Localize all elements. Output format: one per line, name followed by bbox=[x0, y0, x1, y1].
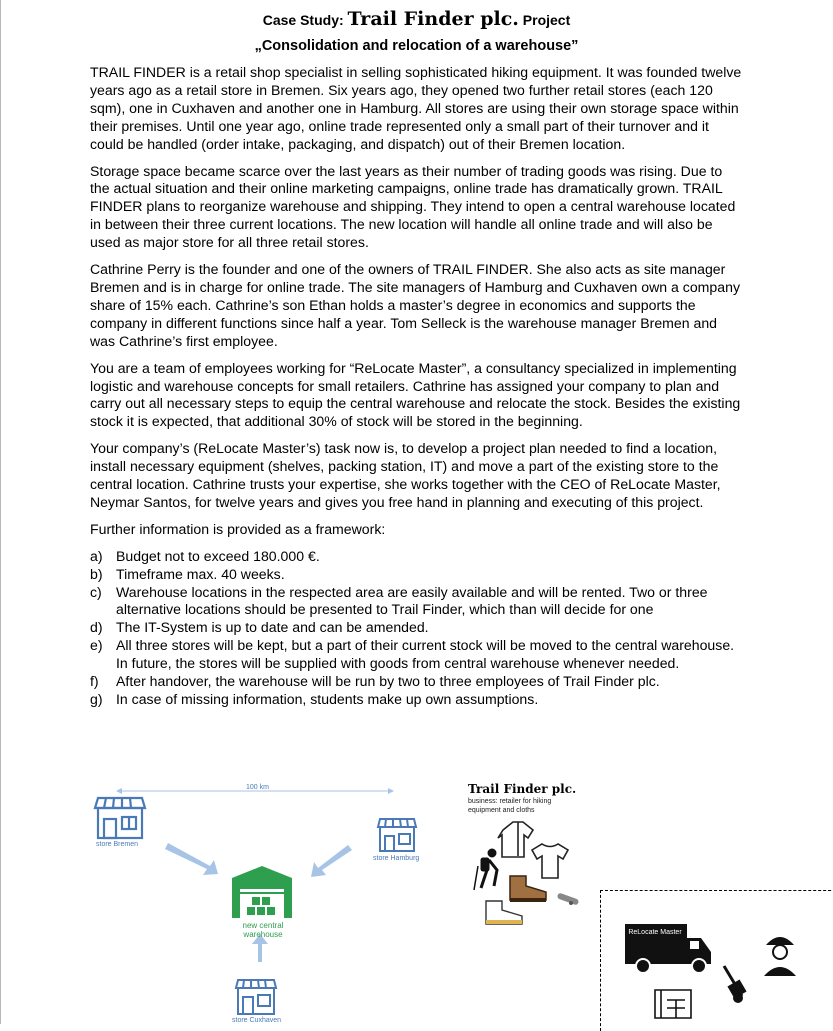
paragraph-storage: Storage space became scarce over the last years as their number of trading goods was rising. Due to the actual situation and their online marketing campaigns, online trade has dramatically grown. TRAIL FINDER plans to reorganize warehouse and shipping. They intend to open a central warehouse located in between their three current locations. The new location will handle all online trade and will also be used as major store for all three retail stores. bbox=[90, 162, 736, 251]
list-marker: a) bbox=[90, 547, 103, 564]
paragraph-team: You are a team of employees working for “ReLocate Master”, a consultancy specialized in implementing logistic and warehouse concepts for small retailers. Cathrine has assigned your company to plan and carry out all necessary steps to equip the central warehouse and relocate the stock. Besides the existing stock it is expected, that additional 30% of stock will be stored in the beginning. bbox=[90, 359, 741, 430]
list-text: The IT-System is up to date and can be amended. bbox=[116, 619, 429, 636]
list-text: Budget not to exceed 180.000 €. bbox=[116, 547, 320, 564]
list-text: In case of missing information, students make up own assumptions. bbox=[116, 691, 539, 707]
paragraph-framework: Further information is provided as a framework: bbox=[90, 520, 386, 537]
store-bremen-label: store Bremen bbox=[96, 841, 139, 848]
list-text: Timeframe max. 40 weeks. bbox=[116, 565, 285, 582]
paragraph-owners: Cathrine Perry is the founder and one of the owners of TRAIL FINDER. She also acts as site manager Bremen and is in charge for online trade. The site managers of Hamburg and Cuxhaven own a company share of 15% each. Cathrine’s son Ethan holds a master’s degree in economics and supports the company in different functions since half a year. Tom Selleck is the warehouse manager Bremen and was Cathrine’s first employee. bbox=[90, 261, 740, 349]
relocate-master-frame bbox=[600, 890, 833, 1031]
list-marker: c) bbox=[90, 583, 102, 600]
store-hamburg-label: store Hamburg bbox=[373, 855, 420, 862]
list-text: After handover, the warehouse will be run by two to three employees of Trail Finder plc. bbox=[116, 673, 660, 690]
list-item bbox=[90, 566, 745, 584]
warehouse-icon bbox=[232, 866, 292, 918]
tshirt-icon bbox=[532, 844, 568, 878]
store-cuxhaven-label: store Cuxhaven bbox=[232, 1017, 282, 1024]
paragraph-task: Your company’s (ReLocate Master’s) task now is, to develop a project plan needed to find a location, install necessary equipment (shelves, packing station, IT) and move a part of the existing store to the central location. Cathrine trusts your expertise, she works together with the CEO of ReLocate Master, Neymar Santos, for twelve years and gives you free hand in planning and executing of this project. bbox=[90, 440, 721, 510]
shirt-icon bbox=[498, 822, 533, 857]
paragraph-intro: TRAIL FINDER is a retail shop specialist in selling sophisticated hiking equipment. It was founded twelve years ago as a retail store in Bremen. Six years ago, they opened two further retail stores (each 120 sqm), one in Cuxhaven and another one in Hamburg. All stores are using their own storage space within their premises. Until one year ago, online trade represented only a small part of their turnover and it could be handled (order intake, packaging, and dispatch) out of their Bremen location. bbox=[90, 64, 742, 152]
relocate-master-label: ReLocate Master bbox=[628, 929, 682, 936]
title-suffix: Project bbox=[522, 12, 571, 28]
list-marker: e) bbox=[90, 637, 103, 654]
list-marker: d) bbox=[90, 619, 103, 636]
list-marker: f) bbox=[90, 673, 99, 690]
trail-finder-logo-title: Trail Finder plc. bbox=[468, 782, 577, 796]
title-brand: Trail Finder plc. bbox=[347, 8, 519, 30]
list-item bbox=[90, 673, 745, 691]
list-item bbox=[90, 691, 745, 709]
list-marker: g) bbox=[90, 691, 103, 707]
list-item bbox=[90, 637, 745, 673]
case-study-body bbox=[90, 64, 745, 709]
page-subtitle: „Consolidation and relocation of a warehouse” bbox=[254, 38, 579, 54]
brown-boot-icon bbox=[510, 876, 546, 902]
list-item bbox=[90, 584, 745, 620]
list-item bbox=[90, 619, 745, 637]
list-text: All three stores will be kept, but a part of their current stock will be moved to the central warehouse. In future, the stores will be supplied with goods from central warehouse whenever needed. bbox=[116, 637, 735, 672]
list-item bbox=[90, 548, 745, 566]
title-prefix: Case Study: bbox=[262, 12, 344, 28]
yellow-boot-icon bbox=[486, 901, 522, 924]
knife-icon bbox=[557, 892, 580, 905]
store-cuxhaven-icon bbox=[236, 980, 276, 1014]
store-hamburg-icon bbox=[378, 819, 416, 851]
distance-label: 100 km bbox=[246, 784, 269, 791]
list-text: Warehouse locations in the respected area are easily available and will be rented. Two or three alternative locations should be presented to Trail Finder, which than will decide for one bbox=[116, 583, 708, 618]
store-bremen-icon bbox=[95, 798, 145, 838]
hiker-icon bbox=[474, 849, 497, 890]
framework-list bbox=[90, 548, 745, 709]
page-title bbox=[0, 8, 833, 30]
list-marker: b) bbox=[90, 565, 103, 582]
warehouse-label: new central warehouse bbox=[242, 921, 284, 939]
trail-finder-business: business: retailer for hiking equipment and cloths bbox=[468, 798, 552, 814]
